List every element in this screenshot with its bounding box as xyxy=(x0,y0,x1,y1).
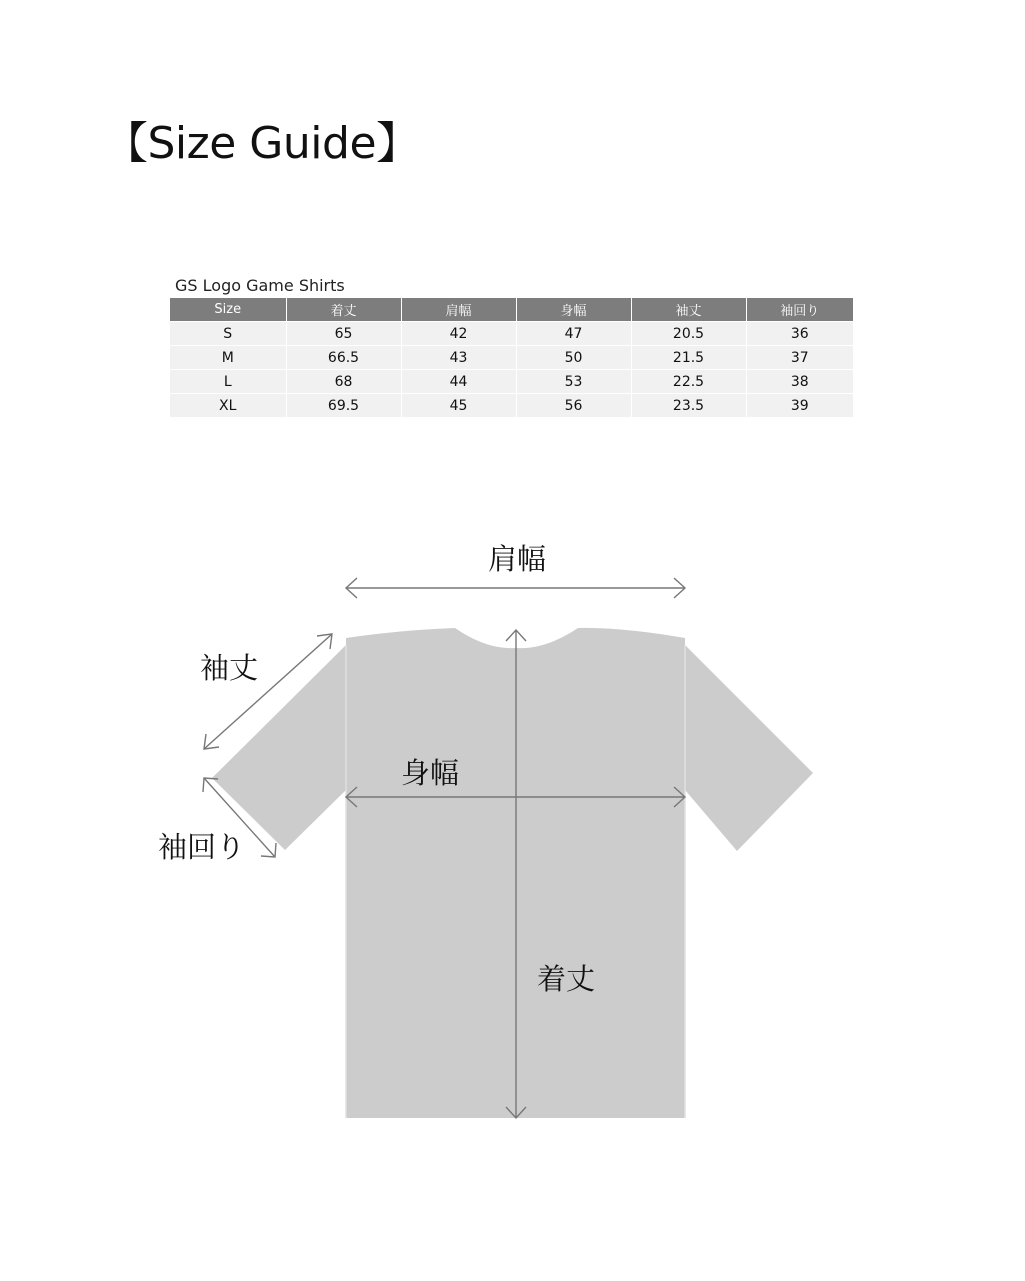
shoulder-width-arrow xyxy=(346,578,685,598)
shoulder-width-label: 肩幅 xyxy=(487,542,547,576)
table-cell: 47 xyxy=(516,322,631,346)
table-cell: 39 xyxy=(746,394,853,418)
table-cell: 68 xyxy=(286,370,401,394)
table-cell: 21.5 xyxy=(631,346,746,370)
header-shoulder-width: 肩幅 xyxy=(401,298,516,322)
page-title: 【Size Guide】 xyxy=(104,118,420,169)
table-cell: 23.5 xyxy=(631,394,746,418)
table-caption: GS Logo Game Shirts xyxy=(175,276,345,295)
table-cell: 43 xyxy=(401,346,516,370)
table-cell: 50 xyxy=(516,346,631,370)
sleeve-length-label: 袖丈 xyxy=(200,651,259,685)
table-cell: 36 xyxy=(746,322,853,346)
header-size: Size xyxy=(170,298,286,322)
t-shirt-icon xyxy=(212,628,813,1118)
header-sleeve-opening: 袖回り xyxy=(746,298,853,322)
table-cell: 66.5 xyxy=(286,346,401,370)
table-cell: 22.5 xyxy=(631,370,746,394)
table-cell: 20.5 xyxy=(631,322,746,346)
t-shirt-shape xyxy=(212,628,813,1118)
table-cell: S xyxy=(170,322,286,346)
table-cell: 38 xyxy=(746,370,853,394)
header-body-width: 身幅 xyxy=(516,298,631,322)
table-cell: 69.5 xyxy=(286,394,401,418)
table-cell: 42 xyxy=(401,322,516,346)
table-cell: 53 xyxy=(516,370,631,394)
table-cell: L xyxy=(170,370,286,394)
body-length-label: 着丈 xyxy=(537,962,596,996)
table-cell: 44 xyxy=(401,370,516,394)
table-cell: 65 xyxy=(286,322,401,346)
body-width-label: 身幅 xyxy=(401,756,460,790)
table-cell: XL xyxy=(170,394,286,418)
table-cell: 37 xyxy=(746,346,853,370)
sleeve-opening-label: 袖回り xyxy=(158,830,246,864)
header-sleeve-length: 袖丈 xyxy=(631,298,746,322)
header-body-length: 着丈 xyxy=(286,298,401,322)
table-cell: 56 xyxy=(516,394,631,418)
table-cell: M xyxy=(170,346,286,370)
table-cell: 45 xyxy=(401,394,516,418)
